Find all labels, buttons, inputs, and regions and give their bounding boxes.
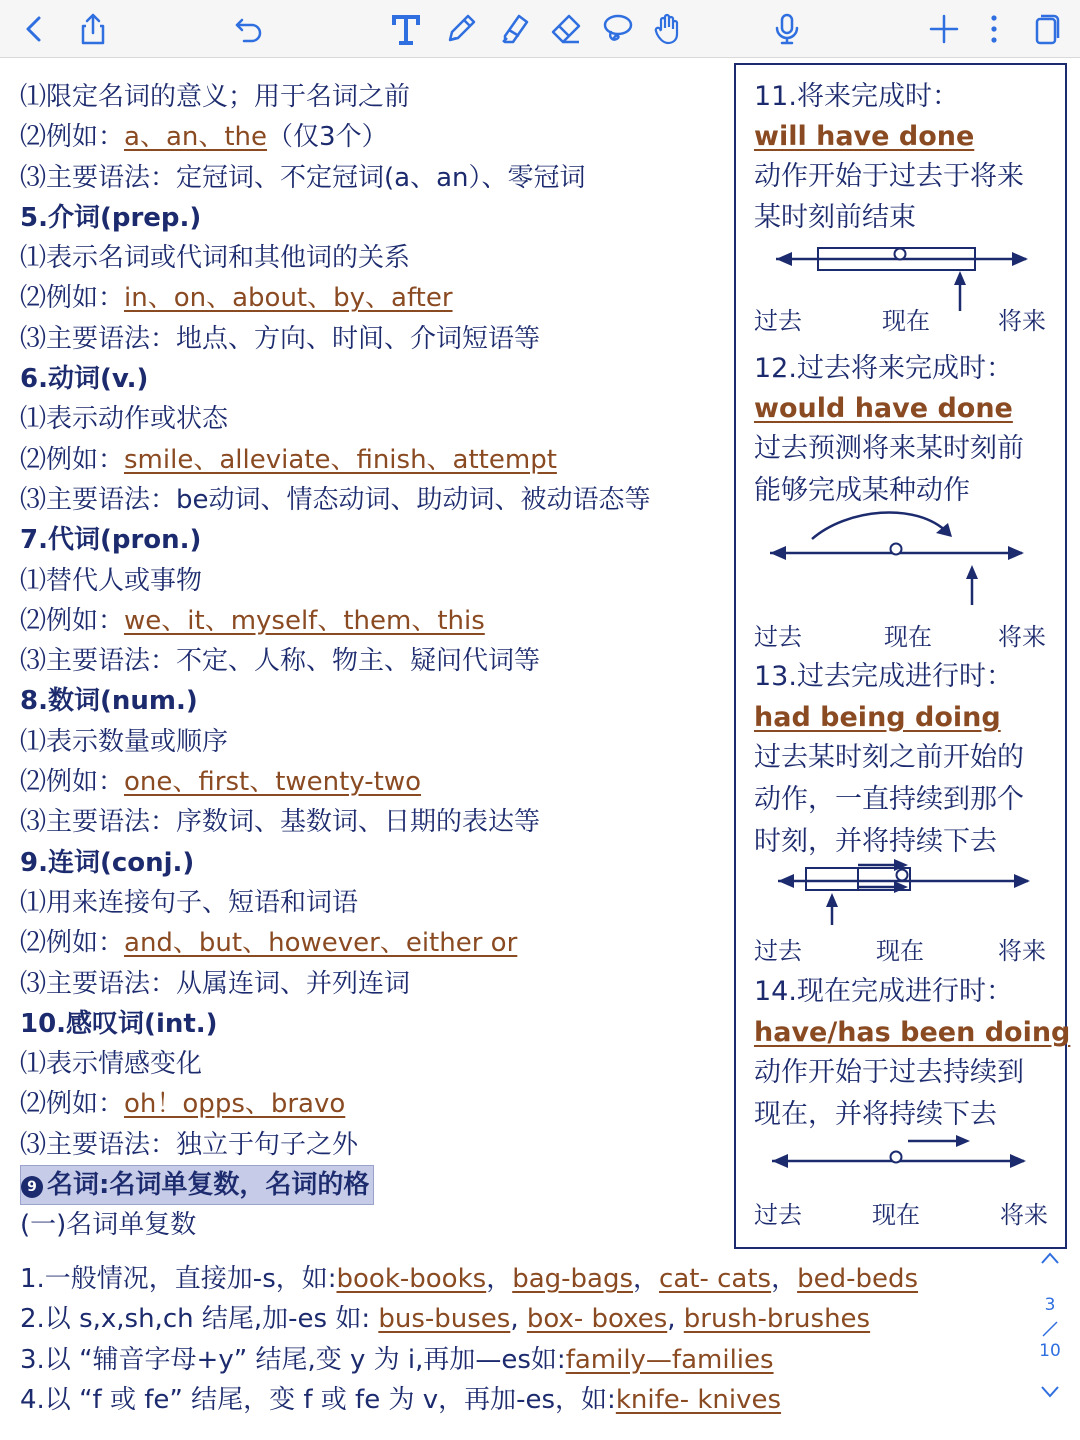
rule-separator: , xyxy=(510,1304,527,1335)
example-words: smile、alleviate、finish、attempt xyxy=(124,444,557,475)
pages-icon xyxy=(1028,12,1062,46)
page-indicator xyxy=(1030,1249,1070,1399)
chevron-up-icon[interactable] xyxy=(1040,1251,1060,1265)
example-prefix: ⑵例如： xyxy=(20,283,125,314)
rule-example: book-books xyxy=(336,1264,487,1294)
tense-title: 14.现在完成进行时： xyxy=(754,976,1013,1007)
timeline-label-future: 将来 xyxy=(1000,1201,1048,1229)
note-page xyxy=(0,59,1080,1440)
rule-separator: ， xyxy=(486,1264,513,1294)
rule-text: 4.以 “f 或 fe” 结尾，变 f 或 fe 为 v，再加-es，如: xyxy=(20,1384,616,1415)
more-button[interactable] xyxy=(974,9,1014,49)
plural-rule-line xyxy=(20,1340,1020,1380)
example-words: a、an、the xyxy=(124,122,268,153)
note-line: ⑶主要语法：地点、方向、时间、介词短语等 xyxy=(20,323,541,354)
undo-icon xyxy=(232,12,266,46)
add-page-button[interactable] xyxy=(924,9,964,49)
tenses-box xyxy=(734,63,1071,1249)
note-line: ⑴表示数量或顺序 xyxy=(20,726,229,757)
rule-example: cat- cats xyxy=(659,1264,772,1294)
hand-tool-button[interactable] xyxy=(648,9,688,49)
section-heading: 9.连词(conj.) xyxy=(20,847,195,878)
back-button[interactable] xyxy=(14,9,54,49)
note-line: ⑴用来连接句子、短语和词语 xyxy=(20,887,359,918)
tense-desc: 能够完成某种动作 xyxy=(754,475,970,506)
plural-rules xyxy=(20,1259,1020,1420)
example-words: one、first、twenty-two xyxy=(124,767,422,798)
total-pages: 10 xyxy=(1039,1341,1061,1361)
rule-example: brush-brushes xyxy=(683,1304,871,1335)
chevron-down-icon[interactable] xyxy=(1040,1385,1060,1399)
note-line xyxy=(20,440,720,480)
note-line: ⑶主要语法：be动词、情态动词、助动词、被动语态等 xyxy=(20,484,651,515)
example-prefix: ⑵例如： xyxy=(20,1089,125,1120)
back-icon xyxy=(17,12,51,46)
note-line xyxy=(20,601,720,641)
timeline-label-past: 过去 xyxy=(754,1201,802,1229)
add-icon xyxy=(927,12,961,46)
tense-title: 13.过去完成进行时： xyxy=(754,661,1013,692)
tense-desc: 动作，一直持续到那个 xyxy=(754,784,1024,815)
page-separator xyxy=(1040,1319,1060,1339)
timeline-diagram xyxy=(736,503,1065,613)
tense-formula: will have done xyxy=(754,121,975,152)
note-line xyxy=(20,117,720,157)
share-button[interactable] xyxy=(73,9,113,49)
lasso-icon xyxy=(600,12,634,46)
example-words: and、but、however、either or xyxy=(124,928,518,959)
rule-example: box- boxes xyxy=(526,1304,668,1335)
timeline-label-now: 现在 xyxy=(872,1201,920,1229)
toolbar xyxy=(0,0,1080,58)
note-line: ⑴替代人或事物 xyxy=(20,565,203,596)
share-icon xyxy=(76,12,110,46)
tense-title: 11.将来完成时： xyxy=(754,81,959,112)
rule-example: bus-buses xyxy=(378,1304,511,1335)
rule-example: knife- knives xyxy=(615,1384,782,1415)
section-heading: 10.感叹词(int.) xyxy=(20,1008,218,1039)
note-line: ⑴表示名词或代词和其他词的关系 xyxy=(20,243,411,274)
example-prefix: ⑵例如： xyxy=(20,605,125,636)
hand-icon xyxy=(651,12,685,46)
circled-number: 9 xyxy=(21,1176,43,1198)
highlighted-text: 名词:名词单复数，名词的格 xyxy=(47,1170,370,1201)
note-line: ⑶主要语法：定冠词、不定冠词(a、an）、零冠词 xyxy=(20,162,586,193)
example-prefix: ⑵例如： xyxy=(20,767,125,798)
undo-button[interactable] xyxy=(229,9,269,49)
timeline-label-future: 将来 xyxy=(998,937,1046,965)
example-prefix: ⑵例如： xyxy=(20,928,125,959)
highlighted-heading xyxy=(20,1165,374,1205)
rule-example: family—families xyxy=(565,1344,774,1375)
timeline-label-past: 过去 xyxy=(754,937,802,965)
example-suffix: （仅3个） xyxy=(267,122,388,153)
section-heading: 6.动词(v.) xyxy=(20,364,149,395)
note-line xyxy=(20,762,720,802)
tense-formula: would have done xyxy=(754,393,1013,424)
example-words: oh！opps、bravo xyxy=(124,1089,346,1120)
note-line: ⑴表示情感变化 xyxy=(20,1049,203,1080)
note-line: ⑴表示动作或状态 xyxy=(20,404,229,435)
note-line xyxy=(20,1165,720,1205)
tense-desc: 时刻，并将持续下去 xyxy=(754,826,997,857)
timeline-label-now: 现在 xyxy=(882,307,930,335)
plural-rule-line xyxy=(20,1259,1020,1299)
timeline-diagram xyxy=(736,1131,1065,1181)
example-words: in、on、about、by、after xyxy=(124,283,453,314)
pen-tool-button[interactable] xyxy=(441,9,481,49)
rule-text: 1.一般情况，直接加-s，如: xyxy=(20,1264,337,1294)
timeline-label-past: 过去 xyxy=(754,307,802,335)
tense-title: 12.过去将来完成时： xyxy=(754,353,1013,384)
timeline-label-future: 将来 xyxy=(998,307,1046,335)
rule-text: 3.以 “辅音字母+y” 结尾,变 y 为 i,再加—es如: xyxy=(20,1344,566,1375)
pages-button[interactable] xyxy=(1025,9,1065,49)
note-line: ⑶主要语法：不定、人称、物主、疑问代词等 xyxy=(20,646,541,677)
text-tool-button[interactable] xyxy=(386,9,426,49)
lasso-tool-button[interactable] xyxy=(597,9,637,49)
rule-separator: ， xyxy=(633,1264,660,1294)
left-column xyxy=(20,77,720,1246)
example-prefix: ⑵例如： xyxy=(20,444,125,475)
tense-desc: 某时刻前结束 xyxy=(754,202,916,233)
timeline-label-now: 现在 xyxy=(876,937,924,965)
rule-separator: ， xyxy=(771,1264,798,1294)
note-line: ⑴限定名词的意义；用于名词之前 xyxy=(20,82,411,112)
note-line: ⑶主要语法：独立于句子之外 xyxy=(20,1129,359,1160)
timeline-diagram xyxy=(736,857,1065,927)
note-line xyxy=(20,278,720,318)
tense-desc: 现在，并将持续下去 xyxy=(754,1099,997,1130)
note-line xyxy=(20,1084,720,1124)
highlighter-tool-button[interactable] xyxy=(494,9,534,49)
note-line: ⑶主要语法：从属连词、并列连词 xyxy=(20,968,411,999)
pen-icon xyxy=(444,12,478,46)
section-heading: 5.介词(prep.) xyxy=(20,202,202,233)
rule-example: bed-beds xyxy=(797,1264,919,1294)
rule-example: bag-bags xyxy=(512,1264,634,1294)
timeline-label-past: 过去 xyxy=(754,623,802,651)
tense-desc: 动作开始于过去持续到 xyxy=(754,1057,1024,1088)
rule-separator: , xyxy=(667,1304,684,1335)
highlighter-icon xyxy=(497,12,531,46)
tense-desc: 动作开始于过去于将来 xyxy=(754,161,1024,192)
section-heading: 7.代词(pron.) xyxy=(20,525,202,556)
example-words: we、it、myself、them、this xyxy=(124,605,485,636)
text-tool-icon xyxy=(389,12,423,46)
note-line: ⑶主要语法：序数词、基数词、日期的表达等 xyxy=(20,807,541,838)
timeline-label-future: 将来 xyxy=(998,623,1046,651)
note-line xyxy=(20,923,720,963)
section-heading: 8.数词(num.) xyxy=(20,686,198,717)
microphone-button[interactable] xyxy=(767,9,807,49)
tense-desc: 过去预测将来某时刻前 xyxy=(754,433,1024,464)
note-line: (一)名词单复数 xyxy=(20,1210,197,1241)
example-prefix: ⑵例如： xyxy=(20,122,125,153)
more-icon xyxy=(977,12,1011,46)
eraser-icon xyxy=(549,12,583,46)
microphone-icon xyxy=(770,12,804,46)
tense-desc: 过去某时刻之前开始的 xyxy=(754,742,1024,773)
rule-text: 2.以 s,x,sh,ch 结尾,加-es 如: xyxy=(20,1304,379,1335)
tense-formula: had being doing xyxy=(754,702,1001,733)
plural-rule-line xyxy=(20,1380,1020,1420)
current-page: 3 xyxy=(1044,1295,1056,1315)
tense-formula: have/has been doing xyxy=(754,1017,1071,1048)
eraser-tool-button[interactable] xyxy=(546,9,586,49)
plural-rule-line xyxy=(20,1299,1020,1339)
timeline-label-now: 现在 xyxy=(884,623,932,651)
